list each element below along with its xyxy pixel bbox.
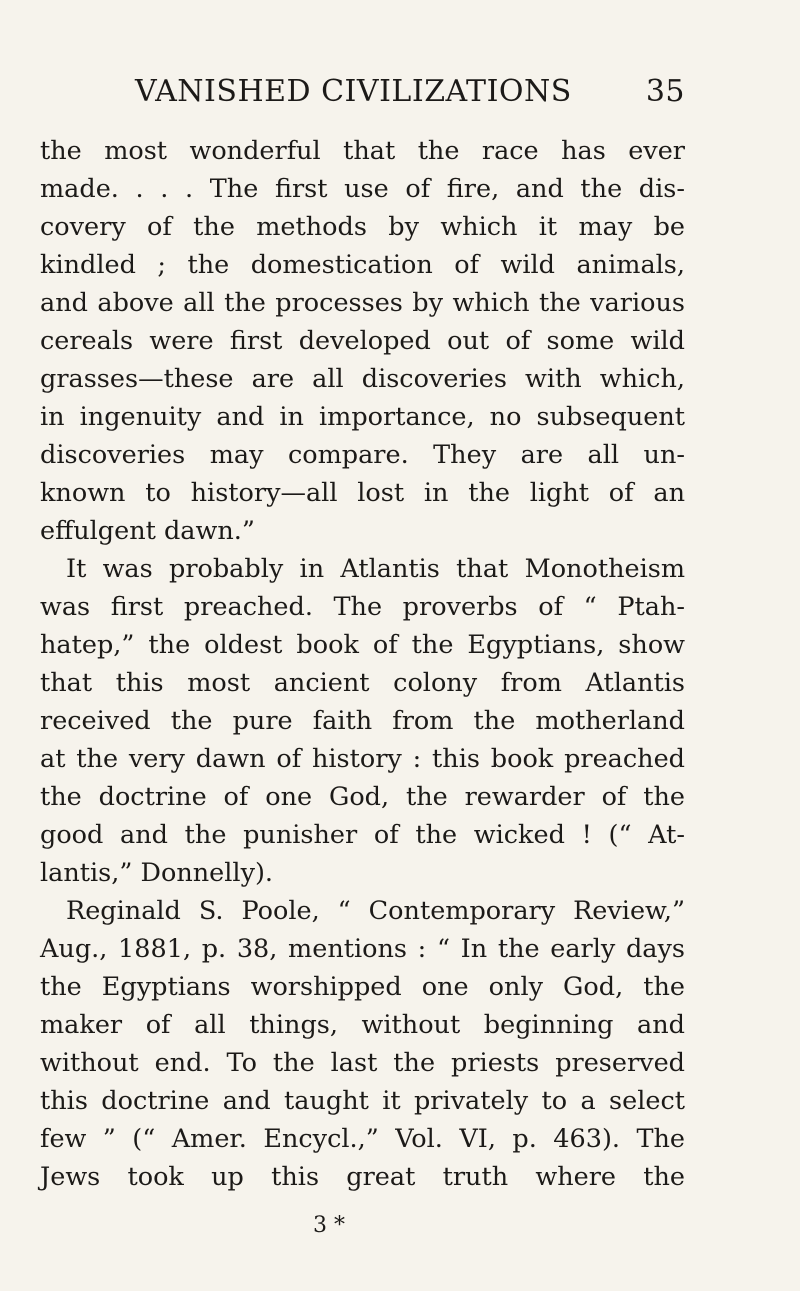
text-line: few ” (“ Amer. Encycl.,” Vol. VI, p. 463). The: [40, 1124, 685, 1154]
text-line: cereals were first developed out of some wild: [40, 326, 685, 356]
text-line: maker of all things, without beginning and: [40, 1010, 685, 1040]
text-line: discoveries may compare. They are all un-: [40, 440, 685, 470]
text-line: hatep,” the oldest book of the Egyptians, show: [40, 630, 685, 660]
text-line: the most wonderful that the race has ever: [40, 136, 685, 166]
text-line: Jews took up this great truth where the: [40, 1162, 685, 1192]
text-line: Aug., 1881, p. 38, mentions : “ In the early days: [40, 934, 685, 964]
body-text: [40, 132, 685, 1196]
page-number: 35: [645, 74, 685, 109]
text-line: Reginald S. Poole, “ Contemporary Review,”: [66, 896, 685, 926]
text-line: at the very dawn of history : this book preached: [40, 744, 685, 774]
text-line: received the pure faith from the motherland: [40, 706, 685, 736]
text-line: It was probably in Atlantis that Monotheism: [66, 554, 685, 584]
text-line: and above all the processes by which the various: [40, 288, 685, 318]
text-line: that this most ancient colony from Atlantis: [40, 668, 685, 698]
text-line: in ingenuity and in importance, no subsequent: [40, 402, 685, 432]
text-line: made. . . . The first use of fire, and the dis-: [40, 174, 685, 204]
signature-mark: 3 *: [313, 1213, 345, 1238]
text-line: was first preached. The proverbs of “ Ptah-: [40, 592, 685, 622]
text-line: good and the punisher of the wicked ! (“ At-: [40, 820, 685, 850]
text-line: effulgent dawn.”: [40, 516, 255, 546]
text-line: lantis,” Donnelly).: [40, 858, 274, 888]
text-line: the doctrine of one God, the rewarder of the: [40, 782, 685, 812]
text-line: known to history—all lost in the light of an: [40, 478, 685, 508]
text-line: covery of the methods by which it may be: [40, 212, 685, 242]
running-title: VANISHED CIVILIZATIONS: [135, 74, 572, 109]
text-line: kindled ; the domestication of wild animals,: [40, 250, 685, 280]
text-line: without end. To the last the priests preserved: [40, 1048, 685, 1078]
text-line: the Egyptians worshipped one only God, the: [40, 972, 685, 1002]
text-line: grasses—these are all discoveries with which,: [40, 364, 685, 394]
running-head: [135, 70, 685, 114]
text-line: this doctrine and taught it privately to a select: [40, 1086, 685, 1116]
